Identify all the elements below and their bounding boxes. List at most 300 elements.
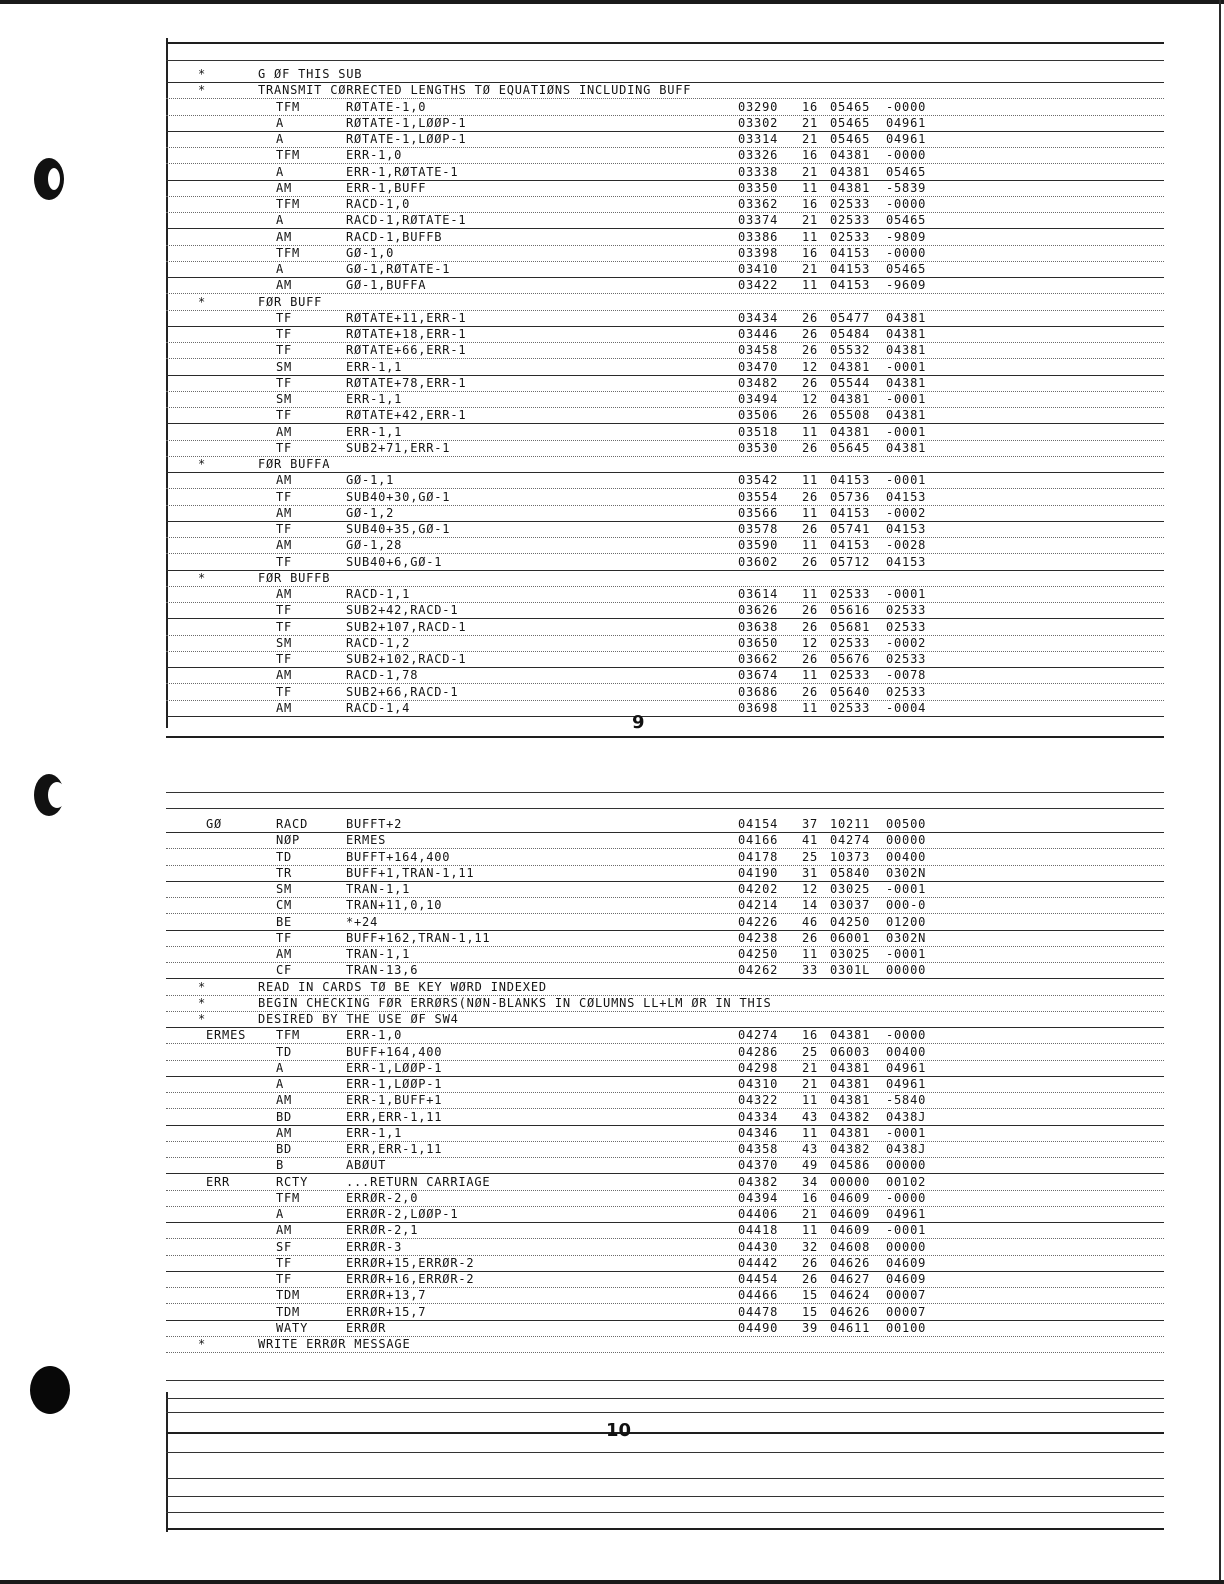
opcode: TF [276, 343, 293, 358]
p-address: 04153 [830, 473, 871, 488]
instruction-line [166, 424, 1164, 441]
comment-line [166, 66, 1164, 83]
q-address: 0302N [886, 930, 927, 945]
location: 04454 [738, 1272, 779, 1286]
opcode: NØP [276, 833, 301, 848]
operands: SUB2+107,RACD-1 [346, 619, 467, 634]
form-rule [166, 1528, 1164, 1530]
operands: BUFF+1,TRAN-1,11 [346, 865, 475, 880]
location: 03674 [738, 668, 779, 683]
form-rule [166, 1512, 1164, 1513]
opcode: A [276, 262, 285, 276]
statement-label: ERMES [206, 1028, 247, 1043]
opcode: AM [276, 505, 293, 520]
p-address: 05484 [830, 327, 871, 341]
comment-star: * [198, 995, 207, 1010]
instruction-line [166, 816, 1164, 833]
instruction-line [166, 586, 1164, 603]
opcode: TF [276, 554, 293, 569]
opcode: SF [276, 1239, 293, 1254]
op-code-number: 15 [802, 1304, 819, 1319]
operands: BUFFT+2 [346, 817, 403, 831]
opcode: TF [276, 930, 293, 945]
location: 04490 [738, 1320, 779, 1335]
location: 03326 [738, 148, 779, 163]
p-address: 03025 [830, 947, 871, 961]
q-address: -0000 [886, 1190, 927, 1205]
op-code-number: 11 [802, 505, 819, 520]
q-address: 04381 [886, 327, 927, 341]
operands: ...RETURN CARRIAGE [346, 1174, 491, 1189]
p-address: 06003 [830, 1044, 871, 1059]
q-address: -0001 [886, 473, 927, 488]
opcode: A [276, 1060, 285, 1075]
comment-line [166, 570, 1164, 587]
op-code-number: 25 [802, 849, 819, 864]
comment-star: * [198, 67, 207, 81]
opcode: TF [276, 1255, 293, 1270]
page-number: 10 [606, 1420, 632, 1441]
instruction-line [166, 700, 1164, 717]
p-address: 04381 [830, 1060, 871, 1075]
location: 03614 [738, 587, 779, 601]
q-address: -0004 [886, 700, 927, 715]
form-rule [166, 808, 1164, 809]
opcode: A [276, 164, 285, 179]
op-code-number: 26 [802, 343, 819, 358]
operands: ERRØR [346, 1320, 387, 1335]
opcode: AM [276, 947, 293, 961]
operands: GØ-1,RØTATE-1 [346, 262, 451, 276]
op-code-number: 33 [802, 963, 819, 978]
opcode: TF [276, 522, 293, 536]
operands: SUB40+35,GØ-1 [346, 522, 451, 536]
opcode: TF [276, 684, 293, 699]
instruction-line [166, 684, 1164, 701]
q-address: 00400 [886, 849, 927, 864]
comment-line [166, 1336, 1164, 1353]
p-address: 04381 [830, 1093, 871, 1108]
p-address: 05465 [830, 115, 871, 130]
op-code-number: 16 [802, 1028, 819, 1043]
opcode: A [276, 1077, 285, 1091]
location: 03698 [738, 700, 779, 715]
p-address: 05681 [830, 619, 871, 634]
op-code-number: 26 [802, 375, 819, 390]
instruction-line [166, 375, 1164, 392]
op-code-number: 14 [802, 898, 819, 913]
operands: SUB2+71,ERR-1 [346, 440, 451, 455]
q-address: 0302N [886, 865, 927, 880]
operands: ERMES [346, 833, 387, 848]
op-code-number: 21 [802, 213, 819, 228]
punch-hole-icon [30, 1366, 70, 1414]
location: 04262 [738, 963, 779, 978]
op-code-number: 21 [802, 164, 819, 179]
operands: TRAN-1,1 [346, 947, 411, 961]
instruction-line [166, 667, 1164, 684]
comment-text: G ØF THIS SUB [258, 67, 363, 81]
opcode: TF [276, 440, 293, 455]
punch-hole-icon [34, 158, 64, 200]
instruction-line [166, 1157, 1164, 1174]
op-code-number: 26 [802, 310, 819, 325]
p-address: 0301L [830, 963, 871, 978]
opcode: A [276, 115, 285, 130]
operands: ERRØR-3 [346, 1239, 403, 1254]
operands: RØTATE+18,ERR-1 [346, 327, 467, 341]
operands: ABØUT [346, 1158, 387, 1173]
operands: ERR-1,RØTATE-1 [346, 164, 459, 179]
form-rule [166, 1380, 1164, 1381]
q-address: -0000 [886, 1028, 927, 1043]
page-number: 9 [632, 712, 645, 733]
opcode: TFM [276, 148, 301, 163]
location: 03314 [738, 132, 779, 146]
q-address: 01200 [886, 914, 927, 929]
q-address: 04961 [886, 1060, 927, 1075]
opcode: TF [276, 652, 293, 666]
operands: GØ-1,0 [346, 245, 395, 260]
q-address: -0001 [886, 882, 927, 896]
operands: SUB40+30,GØ-1 [346, 489, 451, 504]
instruction-line [166, 196, 1164, 213]
opcode: TF [276, 1272, 293, 1286]
comment-star: * [198, 1337, 207, 1351]
operands: SUB40+6,GØ-1 [346, 554, 443, 569]
instruction-line [166, 115, 1164, 132]
form-rule [166, 1432, 1164, 1434]
comment-line [166, 82, 1164, 99]
op-code-number: 26 [802, 522, 819, 536]
p-address: 10211 [830, 817, 871, 831]
instruction-line [166, 1141, 1164, 1158]
op-code-number: 16 [802, 99, 819, 114]
location: 04310 [738, 1077, 779, 1091]
opcode: TF [276, 327, 293, 341]
location: 03434 [738, 310, 779, 325]
operands: ERRØR-2,0 [346, 1190, 419, 1205]
operands: RACD-1,78 [346, 668, 419, 683]
q-address: 04961 [886, 132, 927, 146]
q-address: 00000 [886, 1239, 927, 1254]
location: 03626 [738, 603, 779, 618]
instruction-line [166, 1287, 1164, 1304]
q-address: 04381 [886, 343, 927, 358]
form-rule [166, 736, 1164, 738]
page-edge-right [1219, 0, 1221, 1584]
location: 04478 [738, 1304, 779, 1319]
instruction-line [166, 865, 1164, 882]
location: 04466 [738, 1288, 779, 1303]
op-code-number: 26 [802, 684, 819, 699]
location: 03482 [738, 375, 779, 390]
q-address: 04153 [886, 522, 927, 536]
p-address: 04381 [830, 359, 871, 374]
p-address: 02533 [830, 668, 871, 683]
q-address: -0001 [886, 587, 927, 601]
location: 03506 [738, 408, 779, 423]
q-address: 04381 [886, 310, 927, 325]
instruction-line [166, 537, 1164, 554]
instruction-line [166, 635, 1164, 652]
q-address: 02533 [886, 603, 927, 618]
op-code-number: 11 [802, 1223, 819, 1238]
p-address: 05544 [830, 375, 871, 390]
location: 03494 [738, 392, 779, 406]
instruction-line [166, 245, 1164, 262]
opcode: TF [276, 375, 293, 390]
p-address: 02533 [830, 213, 871, 228]
instruction-line [166, 1222, 1164, 1239]
q-address: -0000 [886, 245, 927, 260]
instruction-line [166, 131, 1164, 148]
op-code-number: 43 [802, 1142, 819, 1156]
q-address: 00007 [886, 1288, 927, 1303]
page-edge-bottom [0, 1580, 1224, 1584]
operands: RACD-1,4 [346, 700, 411, 715]
location: 04406 [738, 1207, 779, 1221]
op-code-number: 34 [802, 1174, 819, 1189]
op-code-number: 11 [802, 229, 819, 244]
operands: BUFF+164,400 [346, 1044, 443, 1059]
opcode: BE [276, 914, 293, 929]
opcode: AM [276, 700, 293, 715]
opcode: TDM [276, 1304, 301, 1319]
instruction-line [166, 147, 1164, 164]
location: 04298 [738, 1060, 779, 1075]
op-code-number: 26 [802, 327, 819, 341]
operands: ERR-1,1 [346, 424, 403, 439]
operands: SUB2+66,RACD-1 [346, 684, 459, 699]
p-address: 04627 [830, 1272, 871, 1286]
p-address: 04624 [830, 1288, 871, 1303]
p-address: 05676 [830, 652, 871, 666]
operands: GØ-1,2 [346, 505, 395, 520]
p-address: 03025 [830, 882, 871, 896]
opcode: TF [276, 310, 293, 325]
operands: ERRØR+13,7 [346, 1288, 427, 1303]
operands: SUB2+42,RACD-1 [346, 603, 459, 618]
operands: RACD-1,2 [346, 635, 411, 650]
location: 04154 [738, 817, 779, 831]
p-address: 04381 [830, 180, 871, 195]
instruction-line [166, 310, 1164, 327]
location: 03542 [738, 473, 779, 488]
instruction-line [166, 472, 1164, 489]
opcode: A [276, 1207, 285, 1221]
instruction-line [166, 1109, 1164, 1126]
comment-text: FØR BUFFA [258, 457, 331, 471]
opcode: TF [276, 489, 293, 504]
location: 03350 [738, 180, 779, 195]
instruction-line [166, 1174, 1164, 1191]
operands: ERRØR+15,7 [346, 1304, 427, 1319]
p-address: 05840 [830, 865, 871, 880]
comment-line [166, 456, 1164, 473]
operands: RACD-1,BUFFB [346, 229, 443, 244]
op-code-number: 46 [802, 914, 819, 929]
q-address: 00500 [886, 817, 927, 831]
p-address: 05465 [830, 99, 871, 114]
opcode: SM [276, 392, 293, 406]
q-address: 00100 [886, 1320, 927, 1335]
form-rule [166, 1496, 1164, 1497]
operands: TRAN+11,0,10 [346, 898, 443, 913]
instruction-line [166, 914, 1164, 931]
location: 03530 [738, 440, 779, 455]
opcode: BD [276, 1109, 293, 1124]
operands: GØ-1,28 [346, 538, 403, 553]
op-code-number: 15 [802, 1288, 819, 1303]
op-code-number: 11 [802, 473, 819, 488]
q-address: 04153 [886, 554, 927, 569]
opcode: TFM [276, 1028, 301, 1043]
q-address: -0000 [886, 197, 927, 211]
form-rule [166, 1398, 1164, 1399]
operands: RØTATE+78,ERR-1 [346, 375, 467, 390]
op-code-number: 41 [802, 833, 819, 848]
instruction-line [166, 505, 1164, 522]
operands: RØTATE-1,0 [346, 99, 427, 114]
location: 04202 [738, 882, 779, 896]
op-code-number: 16 [802, 245, 819, 260]
p-address: 03037 [830, 898, 871, 913]
opcode: AM [276, 424, 293, 439]
op-code-number: 12 [802, 882, 819, 896]
operands: BUFF+162,TRAN-1,11 [346, 930, 491, 945]
opcode: TF [276, 619, 293, 634]
location: 03410 [738, 262, 779, 276]
operands: RØTATE+66,ERR-1 [346, 343, 467, 358]
q-address: -0002 [886, 505, 927, 520]
opcode: AM [276, 587, 293, 601]
op-code-number: 21 [802, 1207, 819, 1221]
location: 04322 [738, 1093, 779, 1108]
instruction-line [166, 212, 1164, 229]
location: 04238 [738, 930, 779, 945]
p-address: 00000 [830, 1174, 871, 1189]
instruction-line [166, 849, 1164, 866]
q-address: 04961 [886, 1207, 927, 1221]
operands: GØ-1,1 [346, 473, 395, 488]
opcode: AM [276, 538, 293, 553]
instruction-line [166, 832, 1164, 849]
opcode: AM [276, 180, 293, 195]
instruction-line [166, 962, 1164, 979]
op-code-number: 12 [802, 359, 819, 374]
q-address: -0001 [886, 359, 927, 374]
q-address: 02533 [886, 684, 927, 699]
location: 03662 [738, 652, 779, 666]
opcode: A [276, 132, 285, 146]
comment-star: * [198, 83, 207, 98]
operands: ERR-1,1 [346, 392, 403, 406]
op-code-number: 26 [802, 408, 819, 423]
q-address: 0438J [886, 1109, 927, 1124]
instruction-line [166, 261, 1164, 278]
instruction-line [166, 897, 1164, 914]
operands: ERR-1,LØØP-1 [346, 1077, 443, 1091]
op-code-number: 11 [802, 180, 819, 195]
comment-star: * [198, 294, 207, 309]
q-address: 02533 [886, 652, 927, 666]
operands: BUFFT+164,400 [346, 849, 451, 864]
op-code-number: 21 [802, 1077, 819, 1091]
location: 03458 [738, 343, 779, 358]
comment-line [166, 1011, 1164, 1028]
operands: ERRØR+16,ERRØR-2 [346, 1272, 475, 1286]
comment-text: BEGIN CHECKING FØR ERRØRS(NØN-BLANKS IN CØLUMNS LL+LM ØR IN THIS [258, 995, 772, 1010]
p-address: 02533 [830, 197, 871, 211]
instruction-line [166, 1239, 1164, 1256]
opcode: BD [276, 1142, 293, 1156]
instruction-line [166, 1206, 1164, 1223]
p-address: 04609 [830, 1223, 871, 1238]
location: 03686 [738, 684, 779, 699]
op-code-number: 49 [802, 1158, 819, 1173]
form-rule [166, 1412, 1164, 1413]
location: 04358 [738, 1142, 779, 1156]
operands: RØTATE-1,LØØP-1 [346, 115, 467, 130]
op-code-number: 26 [802, 440, 819, 455]
p-address: 04381 [830, 1028, 871, 1043]
location: 04370 [738, 1158, 779, 1173]
page-edge-top [0, 0, 1224, 4]
p-address: 04608 [830, 1239, 871, 1254]
q-address: 04961 [886, 115, 927, 130]
instruction-line [166, 881, 1164, 898]
opcode: AM [276, 473, 293, 488]
p-address: 04626 [830, 1304, 871, 1319]
instruction-line [166, 1271, 1164, 1288]
op-code-number: 11 [802, 700, 819, 715]
q-address: -0028 [886, 538, 927, 553]
instruction-line [166, 440, 1164, 457]
q-address: 04609 [886, 1255, 927, 1270]
p-address: 04381 [830, 164, 871, 179]
p-address: 05712 [830, 554, 871, 569]
p-address: 04611 [830, 1320, 871, 1335]
op-code-number: 21 [802, 132, 819, 146]
q-address: -0000 [886, 99, 927, 114]
location: 03446 [738, 327, 779, 341]
location: 03590 [738, 538, 779, 553]
comment-text: FØR BUFFB [258, 570, 331, 585]
location: 04274 [738, 1028, 779, 1043]
comment-text: FØR BUFF [258, 294, 323, 309]
location: 04334 [738, 1109, 779, 1124]
operands: ERR-1,0 [346, 148, 403, 163]
op-code-number: 12 [802, 635, 819, 650]
location: 03338 [738, 164, 779, 179]
q-address: 04961 [886, 1077, 927, 1091]
operands: TRAN-1,1 [346, 882, 411, 896]
location: 03290 [738, 99, 779, 114]
operands: ERRØR+15,ERRØR-2 [346, 1255, 475, 1270]
opcode: AM [276, 278, 293, 293]
p-address: 04382 [830, 1109, 871, 1124]
op-code-number: 37 [802, 817, 819, 831]
q-address: -0001 [886, 1223, 927, 1238]
instruction-line [166, 180, 1164, 197]
p-address: 04609 [830, 1207, 871, 1221]
p-address: 02533 [830, 587, 871, 601]
p-address: 05477 [830, 310, 871, 325]
location: 03650 [738, 635, 779, 650]
op-code-number: 26 [802, 603, 819, 618]
q-address: -9809 [886, 229, 927, 244]
